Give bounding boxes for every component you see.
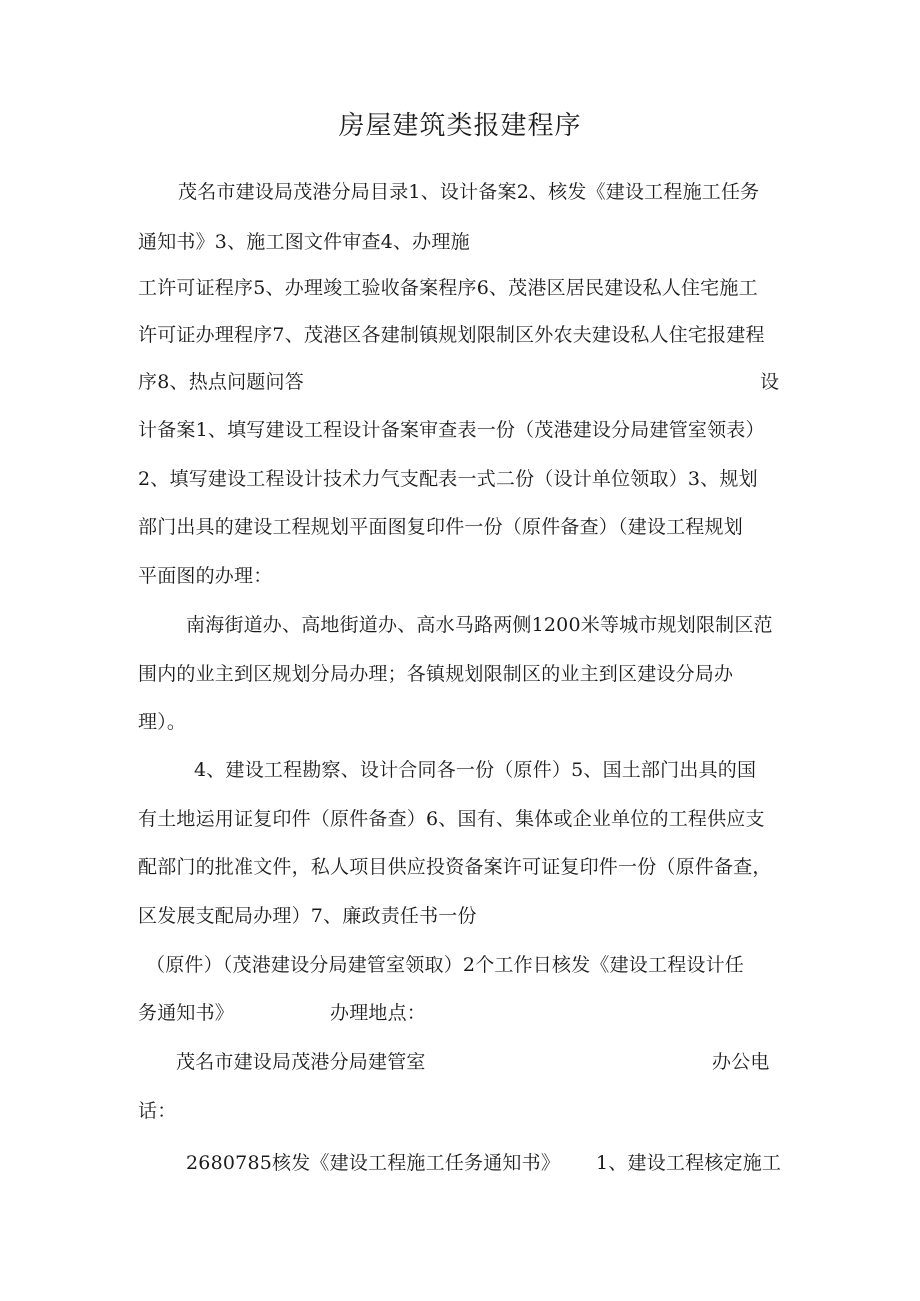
body-line: 围内的业主到区规划分局办理；各镇规划限制区的业主到区建设分局办 <box>138 663 734 685</box>
body-line: 话： <box>138 1100 177 1122</box>
body-line: 务通知书》 <box>138 1002 235 1024</box>
body-line: 办理地点： <box>330 1002 427 1024</box>
body-line: 设 <box>760 371 780 393</box>
body-line: 部门出具的建设工程规划平面图复印件一份（原件备查）（建设工程规划 <box>138 516 743 538</box>
body-line: 4、建设工程勘察、设计合同各一份（原件）5、国土部门出具的国 <box>194 759 757 781</box>
body-line: 许可证办理程序7、茂港区各建制镇规划限制区外农夫建设私人住宅报建程 <box>138 324 765 346</box>
body-line: （原件）（茂港建设分局建管室领取）2个工作日核发《建设工程设计任 <box>146 954 744 976</box>
body-line: 办公电 <box>712 1051 770 1073</box>
body-line: 平面图的办理： <box>138 565 273 587</box>
body-line: 通知书》3、施工图文件审查4、办理施 <box>138 231 470 253</box>
body-line: 配部门的批准文件，私人项目供应投资备案许可证复印件一份（原件备查， <box>138 856 772 878</box>
body-line: 茂名市建设局茂港分局建管室 <box>176 1051 426 1073</box>
body-line: 2680785核发《建设工程施工任务通知书》 <box>186 1152 561 1174</box>
body-line: 茂名市建设局茂港分局目录1、设计备案2、核发《建设工程施工任务 <box>178 181 760 203</box>
body-line: 序8、热点问题问答 <box>138 371 304 393</box>
body-line: 2、填写建设工程设计技术力气支配表一式二份（设计单位领取）3、规划 <box>138 468 758 490</box>
document-title: 房屋建筑类报建程序 <box>338 111 582 141</box>
body-line: 计备案1、填写建设工程设计备案审查表一份（茂港建设分局建管室领表） <box>138 419 765 441</box>
body-line: 区发展支配局办理）7、廉政责任书一份 <box>138 905 477 927</box>
body-line: 1、建设工程核定施工 <box>596 1152 782 1174</box>
body-line: 理）。 <box>138 711 187 733</box>
body-line: 南海街道办、高地街道办、高水马路两侧1200米等城市规划限制区范 <box>186 614 773 636</box>
body-line: 有土地运用证复印件（原件备查）6、国有、集体或企业单位的工程供应支 <box>138 808 765 830</box>
body-line: 工许可证程序5、办理竣工验收备案程序6、茂港区居民建设私人住宅施工 <box>138 277 758 299</box>
